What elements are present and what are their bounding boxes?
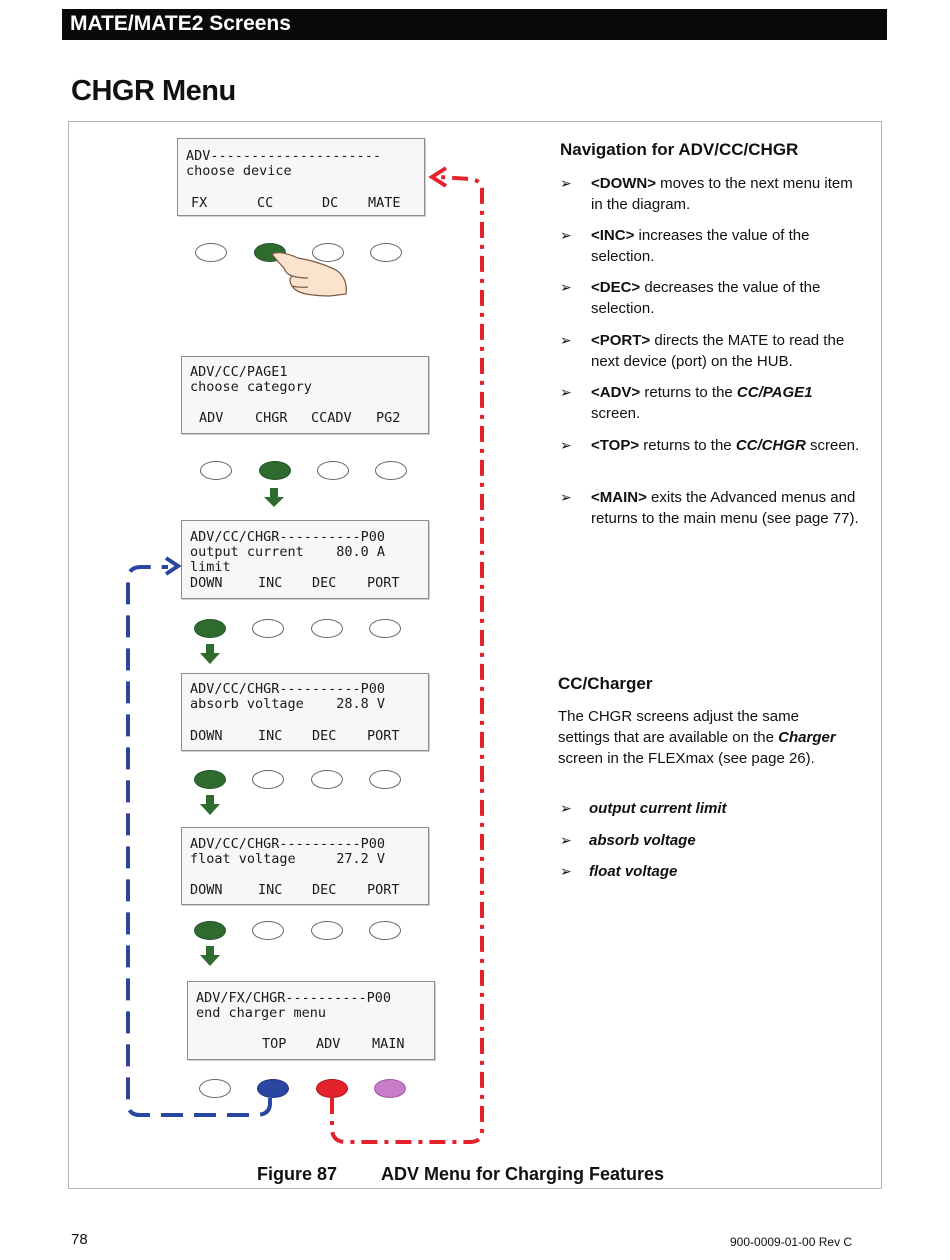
lcd-line-2: choose device (186, 163, 292, 179)
cc-item-label: absorb voltage (589, 832, 696, 849)
nav-desc: returns to the (640, 384, 737, 401)
bullet-arrow-icon: ➢ (560, 489, 572, 505)
page-title: CHGR Menu (71, 75, 236, 107)
soft-key-label: DEC (312, 728, 337, 744)
nav-emph: CC/CHGR (735, 437, 806, 454)
nav-key: <INC> (591, 227, 635, 244)
bullet-arrow-icon: ➢ (560, 384, 572, 400)
soft-key-label: INC (258, 882, 283, 898)
nav-desc: moves to the next menu item in the diagram. (591, 175, 853, 213)
nav-desc: directs the MATE to read the next device (port) on the HUB. (591, 332, 845, 370)
bullet-arrow-icon: ➢ (560, 832, 572, 848)
nav-key: <DOWN> (591, 175, 657, 192)
pointing-hand-icon (272, 253, 346, 296)
nav-key: <DEC> (591, 279, 641, 296)
red-return-path (332, 177, 482, 1142)
soft-key-label: PG2 (376, 410, 401, 426)
document-number: 900-0009-01-00 Rev C (730, 1235, 853, 1249)
soft-key-label: INC (258, 575, 283, 591)
page-number: 78 (71, 1231, 88, 1248)
soft-key-label: PORT (367, 882, 400, 898)
nav-desc: returns to the (639, 437, 736, 454)
lcd-line-1: ADV--------------------- (186, 148, 382, 164)
bullet-arrow-icon: ➢ (560, 332, 572, 348)
navigation-title: Navigation for ADV/CC/CHGR (560, 140, 799, 159)
nav-desc: exits the Advanced menus and returns to the main menu (see page 77). (591, 489, 859, 527)
lcd-line-1: ADV/CC/CHGR----------P00 (190, 529, 386, 545)
bullet-arrow-icon: ➢ (560, 800, 572, 816)
soft-key-label: INC (258, 728, 283, 744)
cc-desc-part1: The CHGR screens adjust the same settings that are available on the (558, 708, 799, 746)
cc-item-label: output current limit (589, 800, 727, 817)
cc-desc-part2: screen in the FLEXmax (see page 26). (558, 750, 815, 767)
soft-key-label: DOWN (190, 728, 223, 744)
down-arrow (264, 488, 284, 507)
cc-charger-description (558, 706, 848, 769)
nav-desc: increases the value of the selection. (591, 227, 810, 265)
figure-number: Figure 87 (257, 1164, 338, 1184)
soft-key-label: DEC (312, 882, 337, 898)
lcd-line-3: limit (190, 559, 231, 575)
soft-key-label: ADV (199, 410, 224, 426)
nav-key: <PORT> (591, 332, 651, 349)
nav-tail: screen. (591, 405, 641, 422)
cc-charger-title: CC/Charger (558, 674, 653, 693)
bullet-arrow-icon: ➢ (560, 279, 572, 295)
nav-emph: CC/PAGE1 (736, 384, 813, 401)
lcd-line-2: absorb voltage 28.8 V (190, 696, 386, 712)
soft-key-label: MATE (368, 195, 401, 211)
soft-key-label: DOWN (190, 575, 223, 591)
lcd-line-1: ADV/CC/CHGR----------P00 (190, 681, 386, 697)
bullet-arrow-icon: ➢ (560, 863, 572, 879)
soft-key-label: PORT (367, 728, 400, 744)
down-arrow (200, 795, 220, 815)
nav-key: <MAIN> (591, 489, 647, 506)
nav-desc: decreases the value of the selection. (591, 279, 821, 317)
cc-item-label: float voltage (589, 863, 678, 880)
soft-key-label: TOP (262, 1036, 287, 1052)
soft-key-label: MAIN (372, 1036, 405, 1052)
lcd-line-2: float voltage 27.2 V (190, 851, 386, 867)
lcd-line-1: ADV/CC/PAGE1 (190, 364, 288, 380)
soft-key-label: ADV (316, 1036, 341, 1052)
bullet-arrow-icon: ➢ (560, 227, 572, 243)
soft-key-label: CCADV (311, 410, 352, 426)
header-title: MATE/MATE2 Screens (70, 12, 291, 35)
soft-key-label: DEC (312, 575, 337, 591)
blue-return-path (128, 567, 270, 1115)
lcd-line-1: ADV/CC/CHGR----------P00 (190, 836, 386, 852)
cc-desc-emph: Charger (778, 729, 836, 746)
figure-caption: ADV Menu for Charging Features (381, 1164, 665, 1184)
lcd-line-2: output current 80.0 A (190, 544, 386, 560)
lcd-line-1: ADV/FX/CHGR----------P00 (196, 990, 392, 1006)
bullet-arrow-icon: ➢ (560, 437, 572, 453)
soft-key-label: CC (257, 195, 274, 211)
nav-key: <TOP> (591, 437, 640, 454)
nav-key: <ADV> (591, 384, 641, 401)
soft-key-label: FX (191, 195, 208, 211)
soft-key-label: CHGR (255, 410, 288, 426)
down-arrow (200, 644, 220, 664)
down-arrow (200, 946, 220, 966)
nav-tail: screen. (805, 437, 860, 454)
lcd-line-2: choose category (190, 379, 312, 395)
lcd-line-2: end charger menu (196, 1005, 327, 1021)
soft-key-label: DOWN (190, 882, 223, 898)
bullet-arrow-icon: ➢ (560, 175, 572, 191)
soft-key-label: PORT (367, 575, 400, 591)
soft-key-label: DC (322, 195, 339, 211)
